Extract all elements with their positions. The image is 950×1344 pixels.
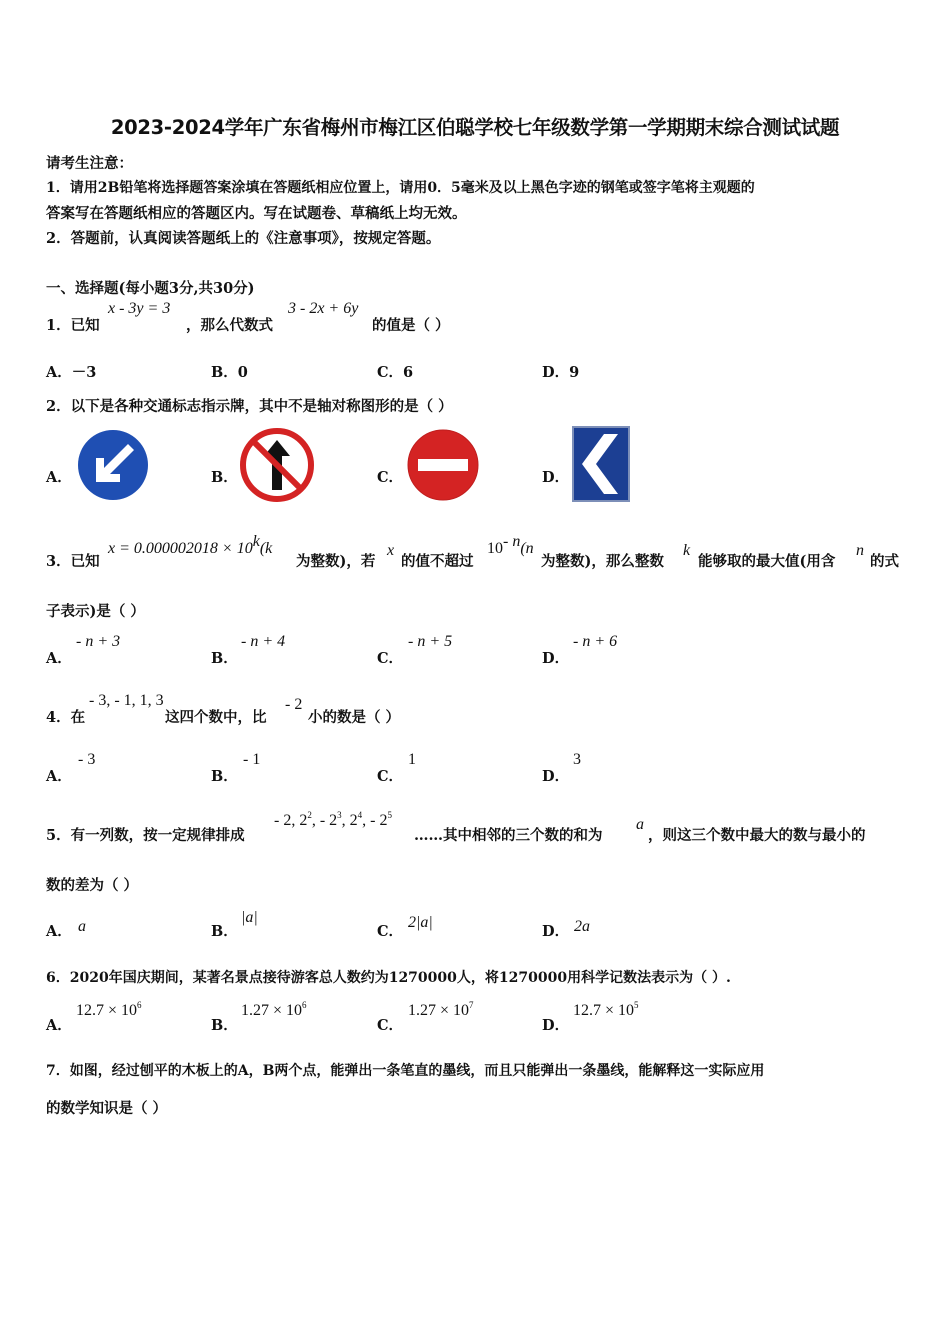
q5-option-a-value: a: [78, 918, 86, 935]
seq-exp: 3: [337, 810, 342, 820]
q5-pre: 5．有一列数，按一定规律排成: [46, 827, 245, 844]
q3-option-d-value: - n + 6: [573, 633, 618, 650]
no-straight-sign-icon: [240, 428, 314, 502]
q3-t4: 能够取的最大值(用含: [698, 553, 836, 570]
sci-exp: 6: [137, 1000, 142, 1010]
option-value: 0: [237, 364, 248, 381]
q1-condition: x - 3y = 3: [108, 300, 171, 317]
notice-line-1: 1．请用2B铅笔将选择题答案涂填在答题纸相应位置上，请用0．5毫米及以上黑色字迹的钢笔或签字笔将主观题的: [46, 180, 755, 196]
option-label: C．: [377, 1017, 404, 1034]
q3-k-paren: (k: [259, 540, 273, 557]
q3-option-b[interactable]: [211, 647, 238, 668]
notice-heading: 请考生注意：: [46, 155, 133, 172]
option-label: B．: [211, 923, 238, 940]
q3-option-c[interactable]: [377, 647, 403, 668]
q2-option-d-label[interactable]: D．: [542, 469, 570, 486]
q2-option-b-label[interactable]: B．: [211, 469, 238, 486]
option-label: A．: [46, 768, 72, 785]
q4-pre: 4．在: [46, 709, 86, 726]
q3-equation: [108, 533, 273, 558]
sci-base: 1.27 × 10: [241, 1002, 303, 1019]
q1-option-c[interactable]: [377, 361, 413, 382]
q3-option-d[interactable]: [542, 647, 569, 668]
option-value: 9: [569, 364, 580, 381]
q4-option-d-value: 3: [573, 751, 581, 768]
q1-pre: 1．已知: [46, 317, 100, 334]
q4-option-c[interactable]: [377, 765, 403, 786]
seq-part: - 2, 2: [274, 812, 308, 829]
q1-expression: 3 - 2x + 6y: [288, 300, 359, 317]
q5-option-b-value: |a|: [241, 909, 258, 926]
q2-option-a-label[interactable]: A．: [46, 469, 72, 486]
q4-option-a[interactable]: [46, 765, 72, 786]
q3-t3: 为整数)，那么整数: [541, 553, 664, 570]
left-chevron-sign-icon: [572, 426, 630, 502]
q3-n-paren: (n: [520, 540, 534, 557]
q2-text: 2．以下是各种交通标志指示牌，其中不是轴对称图形的是（ ）: [46, 398, 453, 415]
q3-t2: 的值不超过: [401, 553, 474, 570]
seq-exp: 5: [387, 810, 392, 820]
sci-base: 1.27 × 10: [408, 1002, 470, 1019]
section-heading: 一、选择题(每小题3分,共30分): [46, 280, 255, 297]
option-label: A．: [46, 923, 72, 940]
q3-bound-base: 10: [487, 540, 503, 557]
q5-option-b[interactable]: [211, 920, 238, 941]
q4-mid: 这四个数中，比: [165, 709, 267, 726]
q5-option-d[interactable]: [542, 920, 569, 941]
option-label: C．: [377, 364, 404, 381]
q3-t5: 的式: [870, 553, 899, 570]
q4-option-d[interactable]: [542, 765, 569, 786]
q5-option-d-value: 2a: [574, 918, 590, 935]
q1-option-a[interactable]: [46, 361, 96, 382]
q4-option-c-value: 1: [408, 751, 416, 768]
option-label: A．: [46, 1017, 72, 1034]
q3-option-a-value: - n + 3: [76, 633, 121, 650]
q5-post: ，则这三个数中最大的数与最小的: [648, 827, 866, 844]
q6-option-a-value: [76, 1002, 142, 1020]
q6-option-b-value: [241, 1002, 307, 1020]
option-label: B．: [211, 650, 238, 667]
option-value: －3: [71, 364, 97, 381]
q4-set: - 3, - 1, 1, 3: [89, 692, 164, 709]
q6-option-d-value: [573, 1002, 639, 1020]
option-label: A．: [46, 364, 72, 381]
sci-exp: 7: [469, 1000, 474, 1010]
q7-line-1: 7．如图，经过刨平的木板上的A，B两个点，能弹出一条笔直的墨线，而且只能弹出一条墨线，能解释这一实际应用: [46, 1063, 765, 1079]
option-label: D．: [542, 650, 570, 667]
q4-option-b-value: - 1: [243, 751, 261, 768]
notice-line-2: 答案写在答题纸相应的答题区内。写在试题卷、草稿纸上均无效。: [46, 205, 467, 222]
sci-exp: 5: [634, 1000, 639, 1010]
q6-option-d[interactable]: [542, 1014, 569, 1035]
q3-option-c-value: - n + 5: [408, 633, 453, 650]
seq-part: , 2: [341, 812, 358, 829]
q6-option-c[interactable]: [377, 1014, 403, 1035]
sci-exp: 6: [302, 1000, 307, 1010]
seq-part: , - 2: [362, 812, 388, 829]
option-label: D．: [542, 1017, 570, 1034]
q1-option-d[interactable]: [542, 361, 579, 382]
option-label: D．: [542, 364, 570, 381]
q5-mid: ……其中相邻的三个数的和为: [414, 827, 603, 844]
q6-option-b[interactable]: [211, 1014, 238, 1035]
q4-option-a-value: - 3: [78, 751, 96, 768]
q3-t1: 为整数)，若: [296, 553, 376, 570]
no-entry-sign-icon: [406, 428, 480, 502]
sci-base: 12.7 × 10: [76, 1002, 138, 1019]
q3-bound: [487, 533, 534, 558]
q3-n: n: [856, 542, 864, 559]
option-label: A．: [46, 650, 72, 667]
q3-x: x: [387, 542, 395, 559]
q3-k: k: [683, 542, 691, 559]
option-label: B．: [211, 364, 238, 381]
q6-option-c-value: [408, 1002, 474, 1020]
q5-option-c[interactable]: [377, 920, 403, 941]
page-title: 2023-2024学年广东省梅州市梅江区伯聪学校七年级数学第一学期期末综合测试试题: [110, 116, 840, 139]
seq-part: , - 2: [311, 812, 338, 829]
q5-a: a: [636, 816, 644, 833]
option-label: C．: [377, 768, 404, 785]
q3-bound-exp: - n: [503, 533, 521, 550]
q4-compare: - 2: [285, 696, 303, 713]
q6-text: 6．2020年国庆期间，某著名景点接待游客总人数约为1270000人，将1270000用科学记数法表示为（ ）.: [46, 970, 731, 986]
option-label: D．: [542, 768, 570, 785]
option-label: D．: [542, 923, 570, 940]
seq-exp: 4: [357, 810, 363, 820]
q5-option-c-value: 2|a|: [408, 914, 433, 931]
option-label: B．: [211, 1017, 238, 1034]
q1-mid: ，那么代数式: [186, 317, 273, 334]
q3-line-2: 子表示)是（ ）: [46, 603, 145, 620]
q5-sequence: [274, 812, 392, 830]
sci-base: 12.7 × 10: [573, 1002, 635, 1019]
q5-line-2: 数的差为（ ）: [46, 877, 139, 894]
q7-line-2: 的数学知识是（ ）: [46, 1100, 168, 1117]
notice-line-3: 2．答题前，认真阅读答题纸上的《注意事项》，按规定答题。: [46, 230, 441, 247]
left-down-arrow-sign-icon: [76, 428, 150, 502]
q3-option-b-value: - n + 4: [241, 633, 286, 650]
option-label: C．: [377, 923, 404, 940]
q1-post: 的值是（ ）: [372, 317, 450, 334]
q1-option-b[interactable]: [211, 361, 248, 382]
q6-option-a[interactable]: [46, 1014, 72, 1035]
q3-pre: 3．已知: [46, 553, 100, 570]
q4-post: 小的数是（ ）: [308, 709, 401, 726]
q3-eq-base: x = 0.000002018 × 10: [108, 540, 253, 557]
option-value: 6: [403, 364, 414, 381]
option-label: B．: [211, 768, 238, 785]
q4-option-b[interactable]: [211, 765, 238, 786]
q3-eq-exp: k: [252, 533, 260, 550]
q3-option-a[interactable]: [46, 647, 72, 668]
q5-option-a[interactable]: [46, 920, 72, 941]
option-label: C．: [377, 650, 404, 667]
q2-option-c-label[interactable]: C．: [377, 469, 404, 486]
seq-exp: 2: [307, 810, 312, 820]
